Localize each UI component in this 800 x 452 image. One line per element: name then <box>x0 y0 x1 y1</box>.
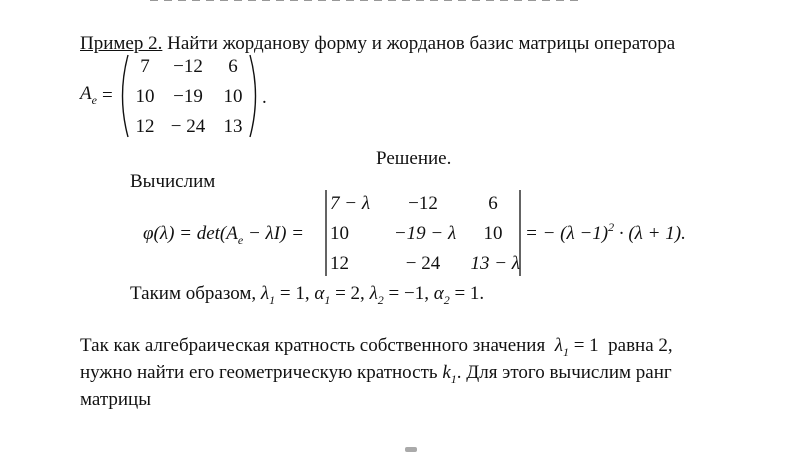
paragraph-line-3: матрицы <box>80 389 151 410</box>
det-cell: 7 − λ <box>330 193 371 214</box>
matrix-cell: 12 <box>135 116 155 137</box>
matrix-cell: −12 <box>173 56 203 77</box>
det-cell: −19 − λ <box>393 223 457 244</box>
det-cell: −12 <box>408 193 438 214</box>
example-label: Пример 2. <box>80 33 163 54</box>
matrix-symbol: $A_e$ <box>80 83 97 107</box>
alpha-2: $\alpha_2$ <box>433 283 450 307</box>
det-cell: 12 <box>330 253 349 274</box>
matrix-equals: = <box>102 85 113 106</box>
lambda-2-value: = −1, <box>383 283 429 304</box>
result-intro: Таким образом, <box>130 283 257 304</box>
det-cell: 10 <box>483 223 503 244</box>
matrix-cell: −19 <box>173 86 203 107</box>
matrix-cell: 10 <box>135 86 155 107</box>
matrix-cell: − 24 <box>170 116 206 137</box>
determinant-left-bar <box>324 190 328 276</box>
alpha-2-value: = 1. <box>449 283 485 304</box>
example-line <box>80 34 675 53</box>
cropped-previous-line <box>150 0 580 1</box>
matrix-cell: 13 <box>223 116 243 137</box>
matrix-cell: 7 <box>140 56 150 77</box>
paragraph-line-1: Так как алгебраическая кратность собственного значения $\lambda_1 = 1$ равна 2, <box>80 335 673 359</box>
matrix-left-paren <box>116 53 130 139</box>
matrix-cell: 10 <box>223 86 243 107</box>
paragraph-line-2: нужно найти его геометрическую кратность $k_1$. Для этого вычислим ранг <box>80 362 672 386</box>
solution-heading: Решение. <box>376 148 452 169</box>
matrix-cell: 6 <box>228 56 238 77</box>
determinant-right-bar <box>518 190 522 276</box>
alpha-1-value: = 2, <box>330 283 365 304</box>
det-cell: − 24 <box>405 253 441 274</box>
matrix-end-period: . <box>262 87 267 108</box>
det-cell: 10 <box>330 223 349 244</box>
alpha-1: $\alpha_1$ <box>314 283 331 307</box>
result-line <box>130 283 485 307</box>
lambda-1: $\lambda_1$ <box>260 283 276 307</box>
char-poly-rhs: = − $(\lambda -1)^2 \cdot (\lambda + 1)$. <box>525 220 686 244</box>
char-poly-lhs: $\varphi(\lambda) = \det(A_e - \lambda I)$ = <box>143 223 304 247</box>
det-cell: 6 <box>488 193 498 214</box>
lambda-2: $\lambda_2$ <box>369 283 384 307</box>
matrix-right-paren <box>248 53 262 139</box>
example-text: Найти жорданову форму и жорданов базис матрицы оператора <box>167 33 676 54</box>
lambda-1-value: = 1, <box>275 283 310 304</box>
compute-word: Вычислим <box>130 171 216 192</box>
det-cell: 13 − λ <box>470 253 520 274</box>
cropped-next-line <box>405 447 417 452</box>
